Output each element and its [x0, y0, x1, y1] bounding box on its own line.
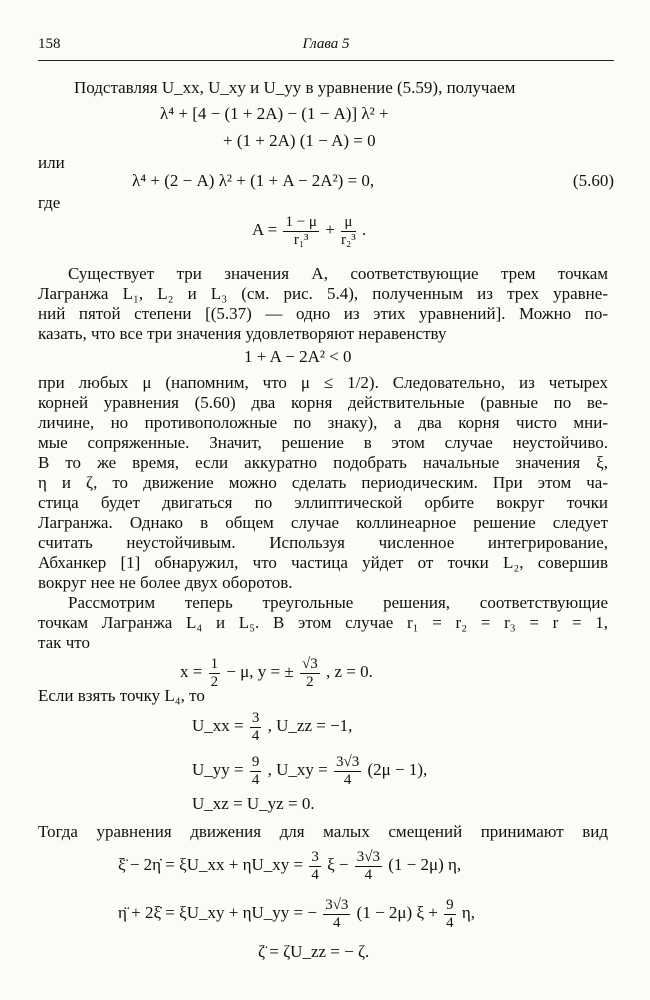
text-line: Лагранжа. Однако в общем случае коллинеарное решение следует — [38, 513, 608, 532]
eq-part: , U_xy = — [267, 760, 328, 779]
text-line: или — [38, 153, 65, 172]
fraction — [300, 656, 320, 691]
text-line: так что — [38, 633, 90, 652]
equation-5-60: λ⁴ + (2 − A) λ² + (1 + A − 2A²) = 0, — [132, 171, 375, 190]
equation-coords — [180, 652, 373, 692]
numerator: √3 — [301, 655, 318, 672]
text-line: Рассмотрим теперь треугольные решения, соответствующие — [68, 593, 608, 612]
eq-part: U_xx = — [192, 716, 244, 735]
denominator: 4 — [251, 771, 260, 788]
page-number: 158 — [38, 36, 61, 52]
text-line: В то же время, если аккуратно подобрать начальные значения ξ, — [38, 453, 608, 472]
eq-part: x = — [180, 662, 203, 681]
numerator: 1 — [210, 655, 219, 672]
fraction — [334, 754, 361, 789]
eq-part: (1 − 2μ) ξ + — [356, 903, 438, 922]
fraction — [250, 754, 262, 789]
fraction — [209, 656, 221, 691]
text-line: стица будет двигаться по эллиптической орбите вокруг точки — [38, 493, 608, 512]
fraction — [283, 214, 319, 249]
eq-part: , U_zz = −1, — [267, 716, 353, 735]
text-line: Если взять точку L₄, то — [38, 686, 205, 705]
equation-motion-1 — [118, 846, 461, 884]
fraction — [341, 214, 356, 249]
denominator: r₂³ — [341, 231, 356, 248]
numerator: μ — [341, 214, 356, 232]
text-line: где — [38, 193, 61, 212]
eq-part: ξ − — [327, 855, 349, 874]
text-line: казать, что все три значения удовлетворяют неравенству — [38, 324, 447, 343]
denominator: 4 — [446, 914, 454, 931]
text-line: при любых μ (напомним, что μ ≤ 1/2). Следовательно, из четырех — [38, 373, 608, 392]
fraction — [355, 849, 382, 884]
equation-Uxz: U_xz = U_yz = 0. — [192, 794, 315, 813]
eq-part: U_yy = — [192, 760, 244, 779]
denominator: 4 — [311, 866, 319, 883]
page-header — [38, 36, 614, 58]
equation-line: λ⁴ + [4 − (1 + 2A) − (1 − A)] λ² + — [160, 104, 389, 123]
denominator: 2 — [210, 673, 219, 690]
equation-motion-3: ζ̈ = ζU_zz = − ζ. — [258, 942, 370, 961]
eq-part: η, — [461, 903, 476, 922]
equation-line: + (1 + 2A) (1 − A) = 0 — [223, 131, 376, 150]
numerator: 1 − μ — [285, 213, 317, 230]
eq-part: ξ̈ − 2η̇ = ξU_xx + ηU_xy = — [118, 855, 304, 874]
header-rule — [38, 60, 614, 61]
text-line: ний пятой степени [(5.37) — одно из этих уравнений]. Можно по- — [38, 304, 608, 323]
inequality: 1 + A − 2A² < 0 — [244, 347, 352, 366]
text-line: η и ζ, то движение можно сделать периодическим. При этом ча- — [38, 473, 608, 492]
chapter-title: Глава 5 — [302, 36, 350, 52]
denominator: r₁³ — [293, 231, 309, 248]
numerator: 3√3 — [325, 896, 349, 913]
equation-number: (5.60) — [572, 171, 614, 190]
text-line: считать неустойчивым. Используя численное интегрирование, — [38, 533, 608, 552]
denominator: 4 — [251, 727, 260, 744]
numerator: 3√3 — [356, 848, 380, 865]
numerator: 3 — [311, 848, 319, 865]
text-line: Тогда уравнения движения для малых смещений принимают вид — [38, 822, 608, 841]
text-line: вокруг нее не более двух оборотов. — [38, 573, 293, 592]
eq-part: . — [362, 220, 367, 239]
fraction — [444, 897, 456, 932]
text-line: корней уравнения (5.60) два корня действительные (равные по ве- — [38, 393, 608, 412]
equation-Uyy — [192, 752, 427, 789]
text-line: Абханкер [1] обнаружил, что частица уйдет от точки L₂, совершив — [38, 553, 608, 572]
fraction — [323, 897, 350, 932]
eq-part: + — [325, 220, 335, 239]
eq-part: (2μ − 1), — [367, 760, 428, 779]
numerator: 3√3 — [336, 753, 360, 770]
eq-part: − μ, y = ± — [226, 662, 294, 681]
denominator: 4 — [364, 866, 373, 883]
eq-part: (1 − 2μ) η, — [388, 855, 462, 874]
numerator: 3 — [251, 709, 260, 726]
equation-motion-2 — [118, 894, 475, 932]
text-line: личине, но противоположные по знаку), а два корня чисто мни- — [38, 413, 608, 432]
denominator: 2 — [306, 673, 314, 690]
fraction — [309, 849, 321, 884]
eq-part: , z = 0. — [325, 662, 373, 681]
eq-part: A = — [252, 220, 278, 239]
numerator: 9 — [251, 753, 260, 770]
equation-A — [252, 210, 366, 250]
text-line: мые сопряженные. Значит, решение в этом случае неустойчиво. — [38, 433, 608, 452]
equation-Uxx — [192, 708, 352, 745]
text-line: Подставляя U_xx, U_xy и U_yy в уравнение (5.59), получаем — [74, 78, 516, 97]
denominator: 4 — [343, 771, 352, 788]
text-line: точкам Лагранжа L₄ и L₅. В этом случае r₁ = r₂ = r₃ = r = 1, — [38, 613, 608, 632]
denominator: 4 — [333, 914, 341, 931]
text-line: Лагранжа L₁, L₂ и L₃ (см. рис. 5.4), полученным из трех уравне- — [38, 284, 608, 303]
numerator: 9 — [446, 896, 454, 913]
fraction — [250, 710, 262, 745]
eq-part: η̈ + 2ξ̇ = ξU_xy + ηU_yy = − — [118, 903, 317, 922]
text-line: Существует три значения A, соответствующие трем точкам — [68, 264, 608, 283]
